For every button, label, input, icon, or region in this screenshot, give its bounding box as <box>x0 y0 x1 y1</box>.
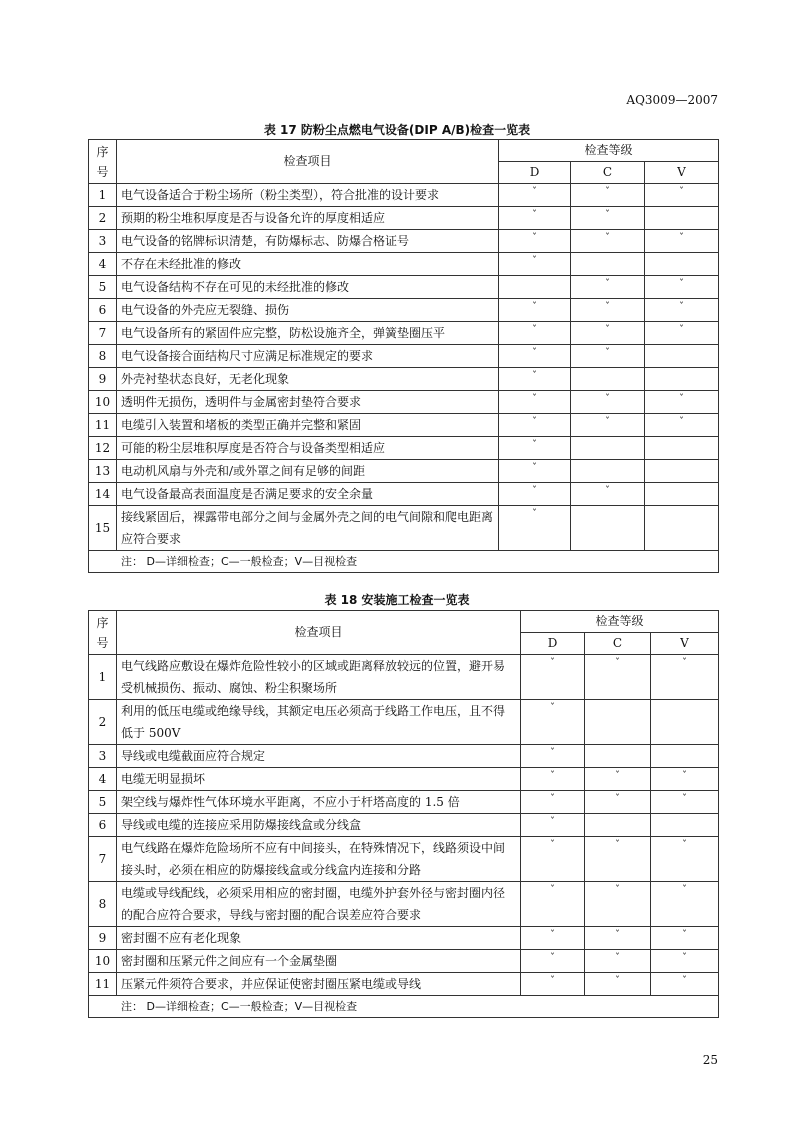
row-number: 9 <box>89 927 117 950</box>
grade-v-mark <box>645 253 719 276</box>
table18-row <box>89 814 719 837</box>
row-number: 8 <box>89 882 117 927</box>
page-number: 25 <box>702 1053 718 1067</box>
table17-row <box>89 207 719 230</box>
grade-c-mark <box>585 745 651 768</box>
row-number: 7 <box>89 322 117 345</box>
document-code: AQ3009—2007 <box>626 93 718 107</box>
grade-c-mark <box>571 506 645 551</box>
grade-c-mark: ˇ <box>585 882 651 927</box>
check-item: 接线紧固后，裸露带电部分之间与金属外壳之间的电气间隙和爬电距离应符合要求 <box>117 506 499 551</box>
table18-row <box>89 973 719 996</box>
grade-c-mark <box>571 437 645 460</box>
grade-v-mark: ˇ <box>651 973 719 996</box>
table18-row <box>89 837 719 882</box>
row-number: 15 <box>89 506 117 551</box>
grade-v-mark: ˇ <box>651 768 719 791</box>
table17-header-item: 检查项目 <box>117 140 499 184</box>
grade-d-mark: ˇ <box>521 837 585 882</box>
grade-d-mark: ˇ <box>499 253 571 276</box>
grade-d-mark: ˇ <box>499 391 571 414</box>
row-number: 6 <box>89 814 117 837</box>
grade-d-mark: ˇ <box>499 345 571 368</box>
grade-d-mark: ˇ <box>521 745 585 768</box>
table18-header-v: V <box>651 633 719 655</box>
grade-v-mark: ˇ <box>651 791 719 814</box>
row-number: 2 <box>89 207 117 230</box>
table17-row <box>89 483 719 506</box>
table17-header-no <box>89 140 117 184</box>
row-number: 14 <box>89 483 117 506</box>
table18-row <box>89 655 719 700</box>
check-item: 电气设备结构不存在可见的未经批准的修改 <box>117 276 499 299</box>
check-item: 外壳衬垫状态良好，无老化现象 <box>117 368 499 391</box>
table18-header-c: C <box>585 633 651 655</box>
grade-c-mark <box>571 460 645 483</box>
grade-v-mark <box>645 437 719 460</box>
table17-row <box>89 345 719 368</box>
grade-v-mark: ˇ <box>651 950 719 973</box>
table17-row <box>89 230 719 253</box>
check-item: 电气线路在爆炸危险场所不应有中间接头，在特殊情况下，线路须设中间接头时，必须在相应的防爆接线盒或分线盒内连接和分路 <box>117 837 521 882</box>
check-item: 电缆引入装置和堵板的类型正确并完整和紧固 <box>117 414 499 437</box>
grade-d-mark: ˇ <box>499 299 571 322</box>
grade-d-mark: ˇ <box>499 506 571 551</box>
grade-c-mark: ˇ <box>585 768 651 791</box>
table18-header-item: 检查项目 <box>117 611 521 655</box>
table18 <box>88 610 719 1018</box>
grade-d-mark: ˇ <box>521 700 585 745</box>
grade-c-mark: ˇ <box>571 230 645 253</box>
table18-row <box>89 768 719 791</box>
row-number: 11 <box>89 973 117 996</box>
check-item: 电气设备接合面结构尺寸应满足标准规定的要求 <box>117 345 499 368</box>
row-number: 13 <box>89 460 117 483</box>
table17-caption: 表 17 防粉尘点燃电气设备(DIP A/B)检查一览表 <box>263 123 531 137</box>
check-item: 密封圈和压紧元件之间应有一个金属垫圈 <box>117 950 521 973</box>
check-item: 利用的低压电缆或绝缘导线，其额定电压必须高于线路工作电压，且不得低于 500V <box>117 700 521 745</box>
grade-d-mark: ˇ <box>499 437 571 460</box>
grade-v-mark <box>651 745 719 768</box>
table18-row <box>89 791 719 814</box>
table17-row <box>89 253 719 276</box>
grade-d-mark: ˇ <box>521 768 585 791</box>
grade-d-mark: ˇ <box>499 207 571 230</box>
table17-row <box>89 322 719 345</box>
grade-d-mark: ˇ <box>499 414 571 437</box>
grade-v-mark: ˇ <box>645 230 719 253</box>
grade-c-mark: ˇ <box>585 973 651 996</box>
check-item: 电气设备的外壳应无裂缝、损伤 <box>117 299 499 322</box>
grade-v-mark <box>645 483 719 506</box>
check-item: 电气设备适合于粉尘场所（粉尘类型），符合批准的设计要求 <box>117 184 499 207</box>
grade-v-mark <box>651 700 719 745</box>
grade-c-mark: ˇ <box>571 184 645 207</box>
row-number: 12 <box>89 437 117 460</box>
grade-v-mark: ˇ <box>645 184 719 207</box>
check-item: 导线或电缆截面应符合规定 <box>117 745 521 768</box>
table17-row <box>89 391 719 414</box>
table18-caption: 表 18 安装施工检查一览表 <box>324 593 470 607</box>
grade-v-mark: ˇ <box>645 322 719 345</box>
grade-c-mark: ˇ <box>585 950 651 973</box>
grade-v-mark <box>645 345 719 368</box>
check-item: 压紧元件须符合要求，并应保证使密封圈压紧电缆或导线 <box>117 973 521 996</box>
grade-v-mark: ˇ <box>651 882 719 927</box>
row-number: 11 <box>89 414 117 437</box>
row-number: 8 <box>89 345 117 368</box>
grade-c-mark <box>585 700 651 745</box>
grade-d-mark: ˇ <box>499 184 571 207</box>
row-number: 5 <box>89 276 117 299</box>
grade-v-mark <box>651 814 719 837</box>
table18-row <box>89 882 719 927</box>
check-item: 电气线路应敷设在爆炸危险性较小的区域或距离释放较远的位置，避开易受机械损伤、振动、腐蚀、粉尘积聚场所 <box>117 655 521 700</box>
table17-header-no-line2: 号 <box>96 164 109 179</box>
grade-v-mark: ˇ <box>651 655 719 700</box>
check-item: 可能的粉尘层堆积厚度是否符合与设备类型相适应 <box>117 437 499 460</box>
grade-c-mark: ˇ <box>571 322 645 345</box>
grade-v-mark <box>645 506 719 551</box>
row-number: 9 <box>89 368 117 391</box>
row-number: 3 <box>89 230 117 253</box>
table17-header-d: D <box>499 162 571 184</box>
row-number: 10 <box>89 391 117 414</box>
table18-row <box>89 950 719 973</box>
table17-row <box>89 437 719 460</box>
row-number: 6 <box>89 299 117 322</box>
check-item: 密封圈不应有老化现象 <box>117 927 521 950</box>
check-item: 不存在未经批准的修改 <box>117 253 499 276</box>
grade-c-mark <box>571 368 645 391</box>
grade-d-mark: ˇ <box>521 950 585 973</box>
grade-c-mark: ˇ <box>585 655 651 700</box>
row-number: 4 <box>89 253 117 276</box>
table17-row <box>89 506 719 551</box>
table18-row <box>89 700 719 745</box>
table17-row <box>89 368 719 391</box>
grade-c-mark: ˇ <box>571 414 645 437</box>
grade-c-mark: ˇ <box>585 837 651 882</box>
row-number: 7 <box>89 837 117 882</box>
grade-v-mark <box>645 460 719 483</box>
grade-d-mark: ˇ <box>499 483 571 506</box>
check-item: 电动机风扇与外壳和/或外罩之间有足够的间距 <box>117 460 499 483</box>
table18-row <box>89 927 719 950</box>
grade-v-mark <box>645 368 719 391</box>
table18-header-no-line2: 号 <box>96 635 109 650</box>
check-item: 电气设备的铭牌标识清楚，有防爆标志、防爆合格证号 <box>117 230 499 253</box>
table18-header-d: D <box>521 633 585 655</box>
table17 <box>88 139 719 573</box>
grade-d-mark: ˇ <box>521 814 585 837</box>
grade-c-mark: ˇ <box>571 276 645 299</box>
grade-d-mark: ˇ <box>521 927 585 950</box>
table17-row <box>89 460 719 483</box>
grade-d-mark: ˇ <box>499 230 571 253</box>
row-number: 1 <box>89 184 117 207</box>
grade-c-mark: ˇ <box>571 483 645 506</box>
check-item: 电缆无明显损坏 <box>117 768 521 791</box>
table18-header-no <box>89 611 117 655</box>
table18-note: 注： D—详细检查；C—一般检查；V—目视检查 <box>89 996 719 1018</box>
check-item: 架空线与爆炸性气体环境水平距离，不应小于杆塔高度的 1.5 倍 <box>117 791 521 814</box>
table17-row <box>89 299 719 322</box>
row-number: 3 <box>89 745 117 768</box>
grade-c-mark: ˇ <box>571 207 645 230</box>
check-item: 预期的粉尘堆积厚度是否与设备允许的厚度相适应 <box>117 207 499 230</box>
table17-row <box>89 414 719 437</box>
grade-d-mark <box>499 276 571 299</box>
grade-c-mark: ˇ <box>585 791 651 814</box>
table17-note: 注： D—详细检查；C—一般检查；V—目视检查 <box>89 551 719 573</box>
grade-v-mark: ˇ <box>645 299 719 322</box>
check-item: 电气设备最高表面温度是否满足要求的安全余量 <box>117 483 499 506</box>
row-number: 5 <box>89 791 117 814</box>
grade-d-mark: ˇ <box>499 460 571 483</box>
table17-row <box>89 184 719 207</box>
row-number: 2 <box>89 700 117 745</box>
check-item: 导线或电缆的连接应采用防爆接线盒或分线盒 <box>117 814 521 837</box>
table17-header-no-line1: 序 <box>96 144 109 159</box>
grade-v-mark: ˇ <box>645 391 719 414</box>
grade-d-mark: ˇ <box>521 655 585 700</box>
row-number: 1 <box>89 655 117 700</box>
grade-c-mark: ˇ <box>571 345 645 368</box>
table17-header-grade: 检查等级 <box>499 140 719 162</box>
table17-header-v: V <box>645 162 719 184</box>
grade-c-mark: ˇ <box>571 299 645 322</box>
grade-c-mark <box>571 253 645 276</box>
table17-row <box>89 276 719 299</box>
grade-v-mark: ˇ <box>651 837 719 882</box>
grade-d-mark: ˇ <box>499 368 571 391</box>
table18-header-grade: 检查等级 <box>521 611 719 633</box>
check-item: 电气设备所有的紧固件应完整，防松设施齐全，弹簧垫圈压平 <box>117 322 499 345</box>
grade-d-mark: ˇ <box>499 322 571 345</box>
grade-v-mark <box>645 207 719 230</box>
grade-d-mark: ˇ <box>521 973 585 996</box>
grade-v-mark: ˇ <box>645 276 719 299</box>
grade-c-mark: ˇ <box>571 391 645 414</box>
grade-c-mark: ˇ <box>585 927 651 950</box>
check-item: 电缆或导线配线，必须采用相应的密封圈，电缆外护套外径与密封圈内径的配合应符合要求，导线与密封圈的配合误差应符合要求 <box>117 882 521 927</box>
grade-d-mark: ˇ <box>521 791 585 814</box>
check-item: 透明件无损伤，透明件与金属密封垫符合要求 <box>117 391 499 414</box>
table18-header-no-line1: 序 <box>96 615 109 630</box>
row-number: 10 <box>89 950 117 973</box>
grade-d-mark: ˇ <box>521 882 585 927</box>
grade-c-mark <box>585 814 651 837</box>
table17-header-c: C <box>571 162 645 184</box>
grade-v-mark: ˇ <box>651 927 719 950</box>
table18-row <box>89 745 719 768</box>
row-number: 4 <box>89 768 117 791</box>
grade-v-mark: ˇ <box>645 414 719 437</box>
